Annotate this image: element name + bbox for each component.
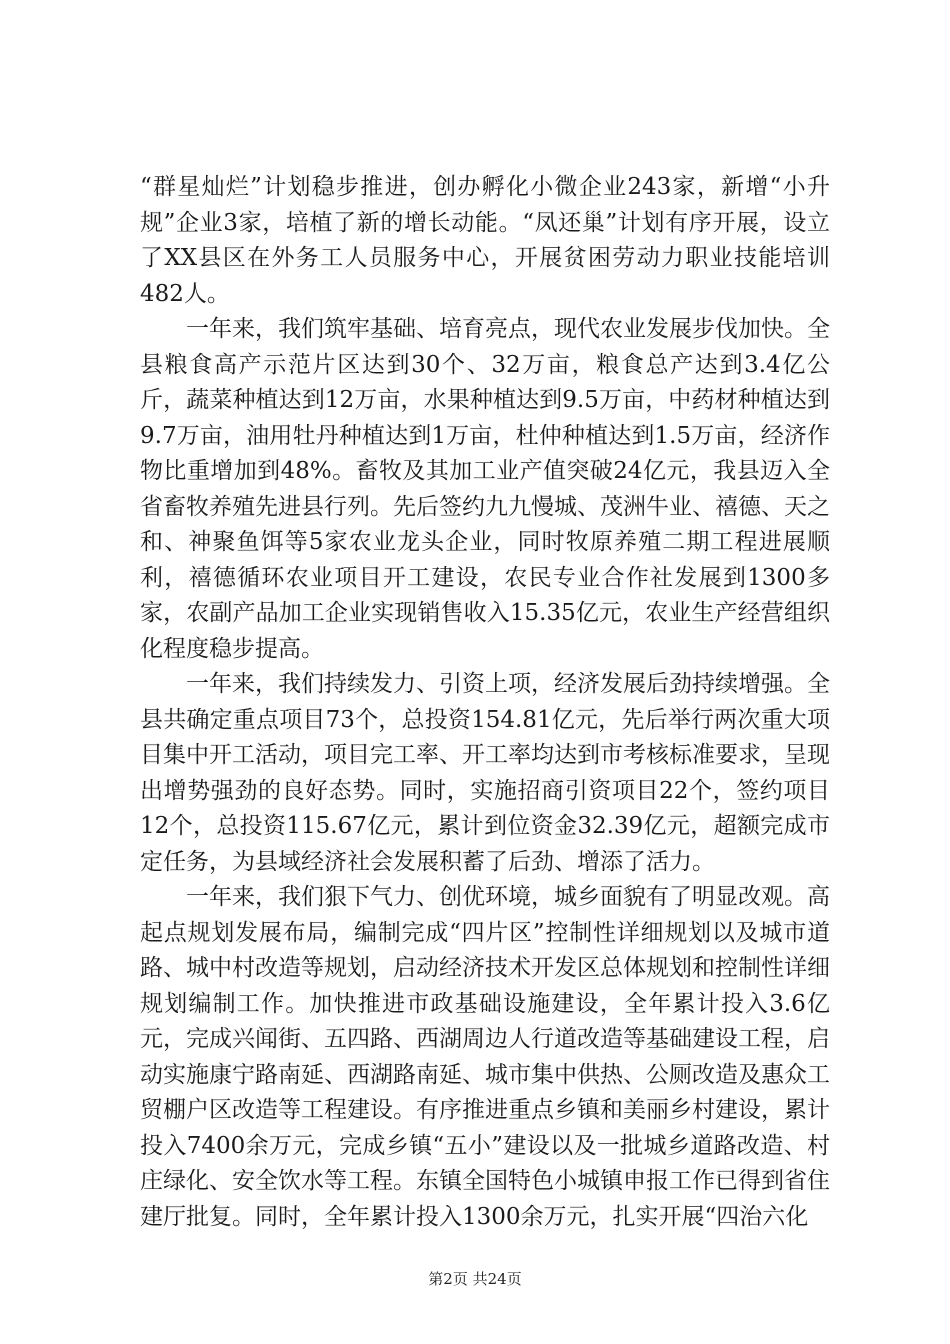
paragraph-3: 一年来，我们持续发力、引资上项，经济发展后劲持续增强。全县共确定重点项目73个，总投资154.81亿元，先后举行两次重大项目集中开工活动，项目完工率、开工率均达到市考核标准要求，呈现出增势强劲的良好态势。同时，实施招商引资项目22个，签约项目12个，总投资115.67亿元，累计到位资金32.39亿元，超额完成市定任务，为县域经济社会发展积蓄了后劲、增添了活力。 (140, 671, 830, 875)
document-body (140, 170, 830, 1235)
paragraph-1: “群星灿烂”计划稳步推进，创办孵化小微企业243家，新增“小升规”企业3家，培植了新的增长动能。“凤还巢”计划有序开展，设立了XX县区在外务工人员服务中心，开展贫困劳动力职业技能培训482人。 (140, 174, 830, 307)
paragraph-4: 一年来，我们狠下气力、创优环境，城乡面貌有了明显改观。高起点规划发展布局，编制完成“四片区”控制性详细规划以及城市道路、城中村改造等规划，启动经济技术开发区总体规划和控制性详细规划编制工作。加快推进市政基础设施建设，全年累计投入3.6亿元，完成兴闻街、五四路、西湖周边人行道改造等基础建设工程，启动实施康宁路南延、西湖路南延、城市集中供热、公厕改造及惠众工贸棚户区改造等工程建设。有序推进重点乡镇和美丽乡村建设，累计投入7400余万元，完成乡镇“五小”建设以及一批城乡道路改造、村庄绿化、安全饮水等工程。东镇全国特色小城镇申报工作已得到省住建厅批复。同时，全年累计投入1300余万元，扎实开展“四治六化 (140, 884, 830, 1230)
page-number-footer: 第2页 共24页 (428, 1270, 522, 1288)
paragraph-2: 一年来，我们筑牢基础、培育亮点，现代农业发展步伐加快。全县粮食高产示范片区达到30个、32万亩，粮食总产达到3.4亿公斤，蔬菜种植达到12万亩，水果种植达到9.5万亩，中药材种植达到9.7万亩，油用牡丹种植达到1万亩，杜仲种植达到1.5万亩，经济作物比重增加到48%。畜牧及其加工业产值突破24亿元，我县迈入全省畜牧养殖先进县行列。先后签约九九慢城、茂洲牛业、禧德、天之和、神聚鱼饵等5家农业龙头企业，同时牧原养殖二期工程进展顺利，禧德循环农业项目开工建设，农民专业合作社发展到1300多家，农副产品加工企业实现销售收入15.35亿元，农业生产经营组织化程度稳步提高。 (140, 316, 830, 662)
